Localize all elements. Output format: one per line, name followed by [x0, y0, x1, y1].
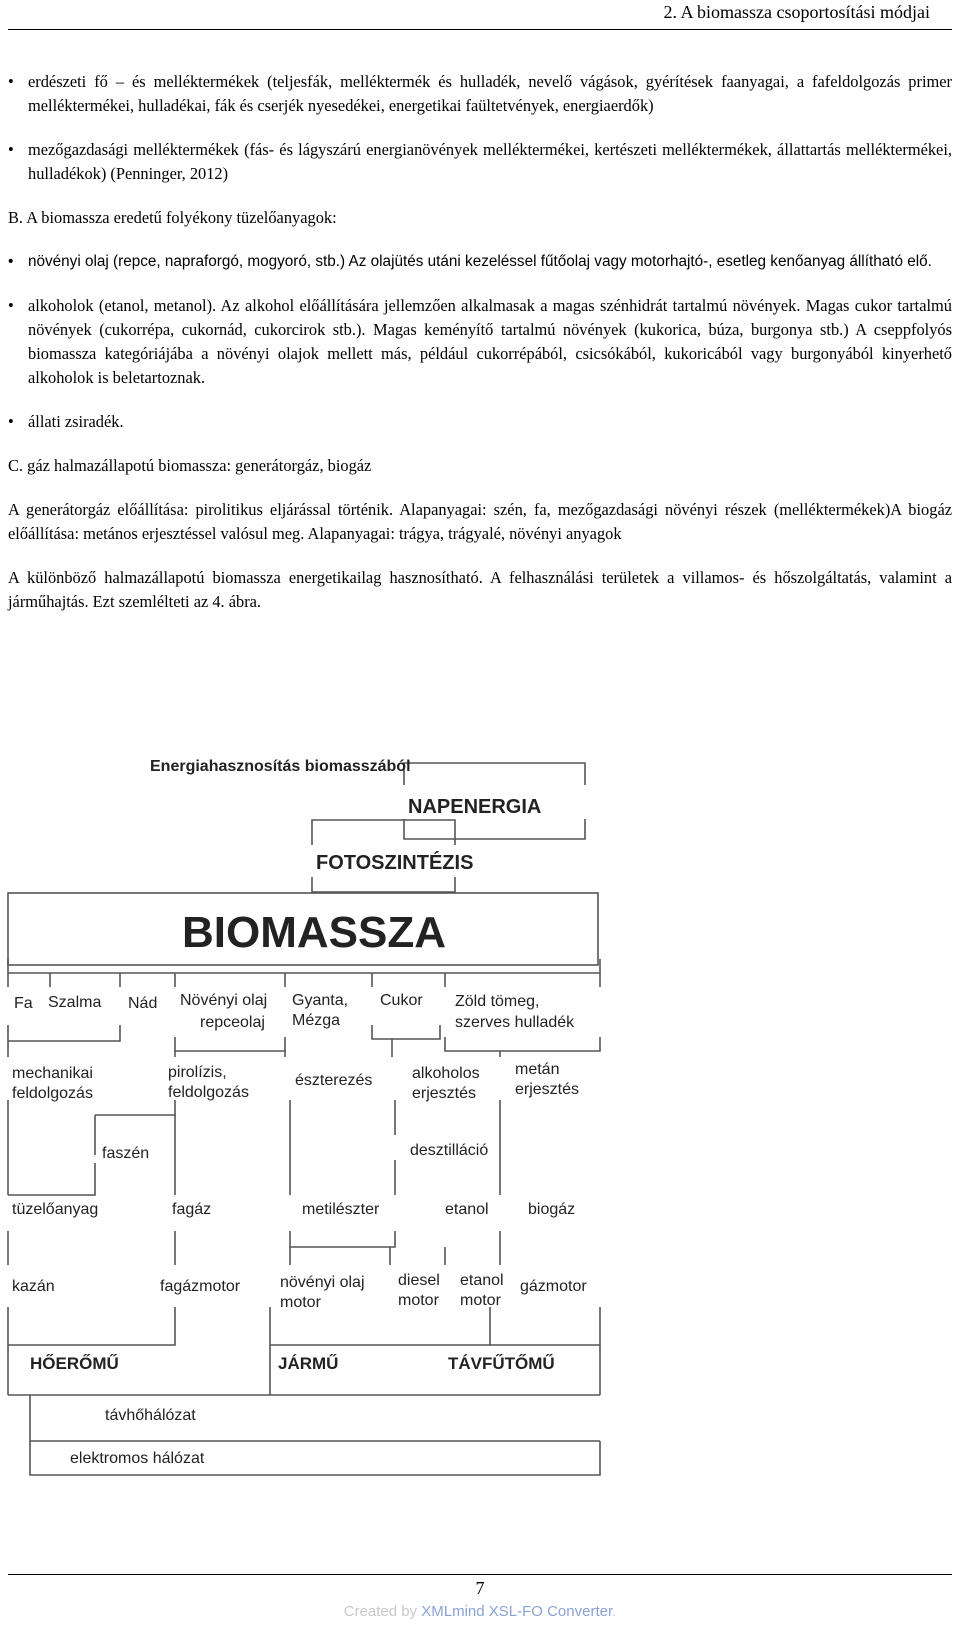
product-etanol: etanol	[445, 1201, 489, 1218]
engine-gazmotor: gázmotor	[520, 1278, 587, 1295]
paragraph-energy-use: A különböző halmazállapotú biomassza energetikailag hasznosítható. A felhasználási területek a villamos- és hőszolgáltatás, valamint a járműhajtás. Ezt szemlélteti az 4. ábra.	[8, 568, 952, 611]
source-novenyi-olaj: Növényi olaj	[180, 992, 268, 1009]
engine-etanol-motor: motor	[460, 1292, 501, 1309]
source-fa: Fa	[14, 995, 33, 1012]
source-zold-tomeg: Zöld tömeg,	[455, 993, 540, 1010]
engine-etanol: etanol	[460, 1272, 504, 1289]
plant-tavfutomu: TÁVFŰTŐMŰ	[448, 1354, 555, 1373]
bullet-alcohols: • alkoholok (etanol, metanol). Az alkohol előállítására jellemzően alkalmasak a magas szénhidrát tartalmú növények. Magas cukor tartalmú növények (cukorrépa, cukornád, cukorcirok stb.). Magas keményítő tartalmú növények (kukorica, búza, burgonya stb.) A cseppfolyós biomassza kategóriájába a növényi olajok mellett más, például cukorrépából, csicsókából, kukoricából vagy burgonyából kinyerhető alkoholok is beletartoznak.	[8, 294, 952, 390]
process-eszterezes: észterezés	[295, 1072, 373, 1089]
page-number: 7	[475, 1578, 485, 1598]
credit-prefix: Created by	[343, 1603, 422, 1620]
credit-brand-link[interactable]: XMLmind XSL-FO Converter	[421, 1603, 613, 1620]
diagram-title: Energiahasznosítás biomasszából	[150, 758, 411, 775]
fotoszintezis-label: FOTOSZINTÉZIS	[316, 852, 474, 874]
bullet-agriculture: • mezőgazdasági melléktermékek (fás- és lágyszárú energianövények melléktermékei, kertészeti melléktermékek, állattartás melléktermékei, hulladékok) (Penninger, 2012)	[8, 138, 952, 186]
biomass-energy-diagram	[0, 755, 960, 1515]
process-metan-erjesztes: erjesztés	[515, 1081, 580, 1098]
engine-kazan: kazán	[12, 1278, 55, 1295]
engine-fagazmotor: fagázmotor	[160, 1278, 241, 1295]
product-tuzeloanyag: tüzelőanyag	[12, 1201, 99, 1218]
source-gyanta: Gyanta,	[292, 992, 349, 1009]
network-tavhohalozat: távhőhálózat	[105, 1407, 196, 1424]
bullet-animal-fat: • állati zsiradék.	[8, 410, 952, 434]
footer-credit	[0, 1603, 960, 1620]
process-faszen: faszén	[102, 1145, 150, 1162]
bullet-forestry: • erdészeti fő – és melléktermékek (teljesfák, melléktermék és hulladék, nevelő vágások, gyérítések faanyagai, a fafeldolgozás primer melléktermékei, hulladékai, fák és cserjék nyesedékei, energetikai faültetvények, energiaerdők)	[8, 70, 952, 118]
page-content	[8, 70, 952, 634]
napenergia-label: NAPENERGIA	[408, 796, 542, 818]
process-metan: metán	[515, 1061, 560, 1078]
process-alkoholos-erjesztes: erjesztés	[412, 1085, 477, 1102]
product-biogaz: biogáz	[528, 1201, 576, 1218]
plant-jarmu: JÁRMŰ	[278, 1354, 339, 1373]
product-metileszter: metilészter	[302, 1201, 380, 1218]
paragraph-gas-production: A generátorgáz előállítása: pirolitikus eljárással történik. Alapanyagai: szén, fa, mezőgazdasági növényi részek (melléktermékek)A biogáz előállítása: metános erjesztéssel valósul meg. Alapanyagai: trágya, trágyalé, növényi anyagok	[8, 500, 952, 543]
engine-diesel: diesel	[398, 1272, 440, 1289]
process-pirolizis: pirolízis,	[168, 1064, 227, 1081]
process-desztillacio: desztilláció	[410, 1142, 489, 1159]
source-szalma: Szalma	[48, 994, 102, 1011]
source-mezga: Mézga	[292, 1012, 341, 1029]
running-head-title: 2. A biomassza csoportosítási módjai	[663, 2, 930, 22]
product-fagaz: fagáz	[172, 1201, 212, 1218]
source-nad: Nád	[128, 995, 158, 1012]
heading-gas-biomass: C. gáz halmazállapotú biomassza: generátorgáz, biogáz	[8, 456, 372, 475]
source-szerves-hulladek: szerves hulladék	[455, 1014, 575, 1031]
credit-suffix: .	[612, 1603, 617, 1620]
engine-novenyi-olaj-motor: motor	[280, 1294, 321, 1311]
engine-diesel-motor: motor	[398, 1292, 439, 1309]
engine-novenyi-olaj: növényi olaj	[280, 1274, 365, 1291]
source-cukor: Cukor	[380, 992, 423, 1009]
biomassza-label: BIOMASSZA	[182, 908, 446, 957]
process-alkoholos: alkoholos	[412, 1065, 480, 1082]
process-feldolgozas: feldolgozás	[12, 1085, 93, 1102]
plant-hoeromu: HŐERŐMŰ	[30, 1354, 119, 1373]
process-mechanikai: mechanikai	[12, 1065, 93, 1082]
bullet-vegetable-oil: • növényi olaj (repce, napraforgó, mogyoró, stb.) Az olajütés utáni kezeléssel fűtőolaj vagy motorhajtó-, esetleg kenőanyag állítható elő.	[8, 250, 952, 274]
header-rule	[8, 29, 952, 30]
heading-liquid-fuels: B. A biomassza eredetű folyékony tüzelőanyagok:	[8, 208, 337, 227]
network-elektromos: elektromos hálózat	[70, 1450, 205, 1467]
source-repceolaj: repceolaj	[200, 1014, 265, 1031]
footer-rule	[8, 1574, 952, 1575]
process-pirolizis-feldolgozas: feldolgozás	[168, 1084, 249, 1101]
